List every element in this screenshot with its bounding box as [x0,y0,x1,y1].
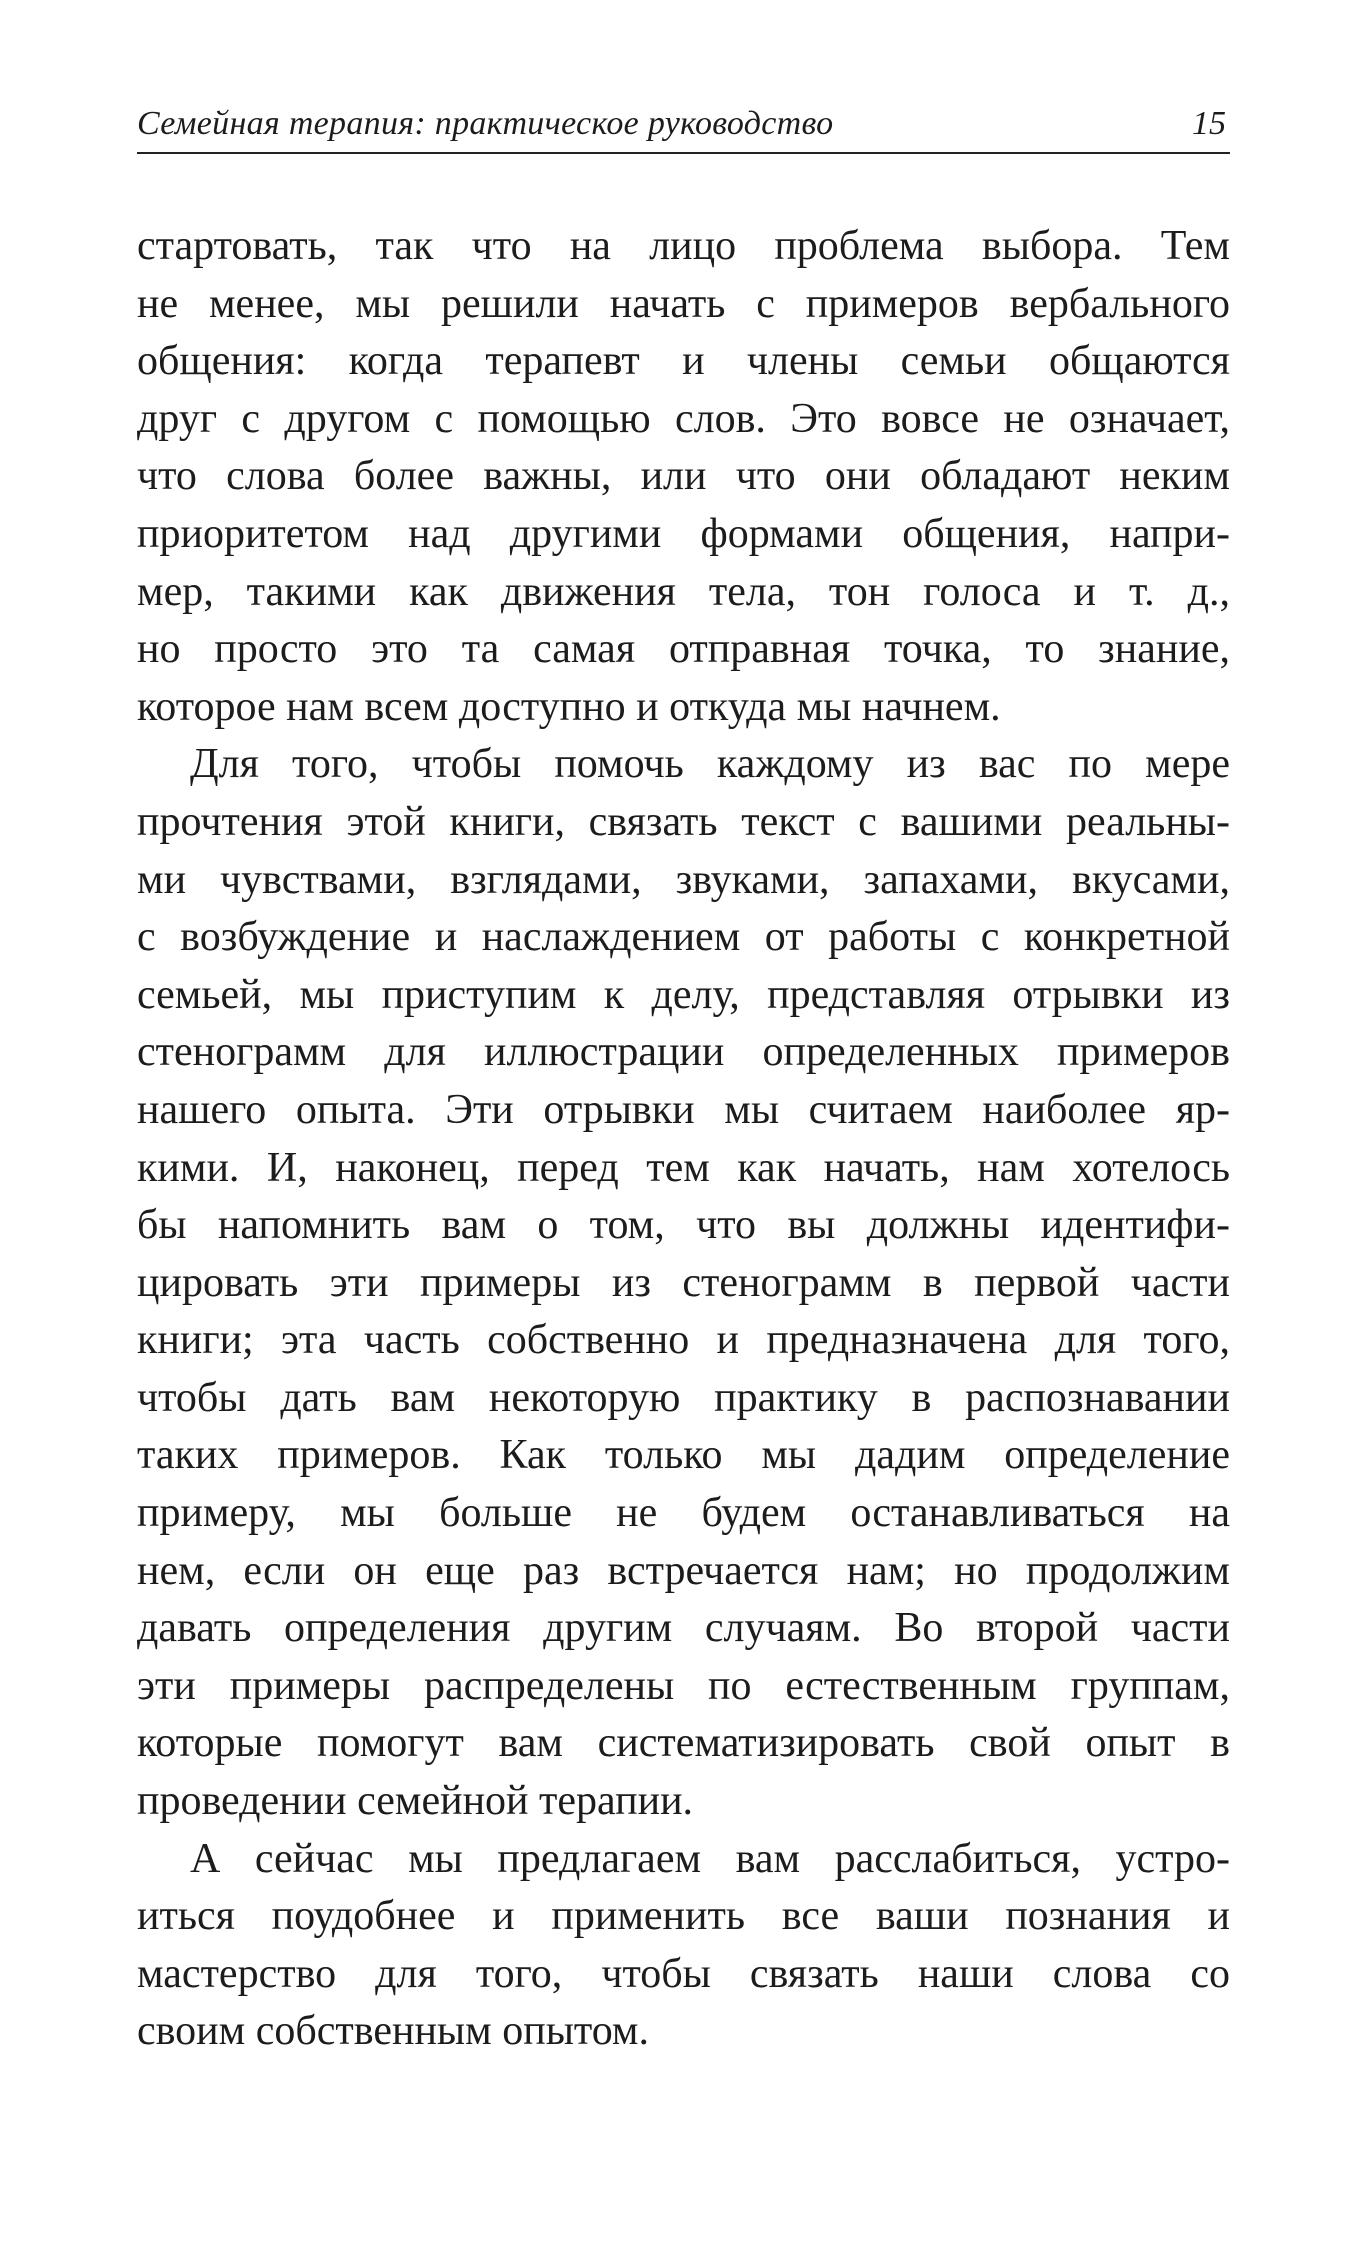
text-line: своим собственным опытом. [137,2008,649,2055]
text-line: друг с другом с помощью слов. Это вовсе не означает, [137,395,1230,442]
running-header [137,100,1230,154]
text-line: что слова более важны, или что они обладают неким [137,453,1230,500]
text-line: ми чувствами, взглядами, звуками, запахами, вкусами, [137,856,1230,903]
text-line: с возбуждение и наслаждением от работы с конкретной [137,914,1230,961]
text-line: которые помогут вам систематизировать свой опыт в [137,1720,1230,1767]
paragraph [137,218,1230,736]
text-line: мер, такими как движения тела, тон голоса и т. д., [137,568,1230,615]
body-text [137,218,1230,2061]
text-line: книги; эта часть собственно и предназначена для того, [137,1317,1230,1364]
text-line: стартовать, так что на лицо проблема выбора. Тем [137,223,1230,269]
text-line: бы напомнить вам о том, что вы должны идентифи- [137,1202,1230,1249]
text-line: нашего опыта. Эти отрывки мы считаем наиболее яр- [137,1086,1230,1133]
text-line: семьей, мы приступим к делу, представляя отрывки из [137,971,1230,1018]
text-line: нем, если он еще раз встречается нам; но продолжим [137,1547,1230,1594]
paragraph [137,1831,1230,2061]
text-line: иться поудобнее и применить все ваши познания и [137,1893,1230,1940]
text-line: Для того, чтобы помочь каждому из вас по мере [190,741,1230,788]
text-line: приоритетом над другими формами общения, напри- [137,510,1230,557]
text-line: давать определения другим случаям. Во второй части [137,1605,1230,1652]
text-line: примеру, мы больше не будем останавливаться на [137,1490,1230,1537]
text-line: стенограмм для иллюстрации определенных примеров [137,1029,1230,1076]
page-number: 15 [1192,105,1226,142]
text-line: чтобы дать вам некоторую практику в распознавании [137,1374,1230,1421]
text-line: А сейчас мы предлагаем вам расслабиться, устро- [190,1835,1230,1882]
text-line: общения: когда терапевт и члены семьи общаются [137,338,1230,385]
text-line: прочтения этой книги, связать текст с вашими реальны- [137,798,1230,845]
running-header-title: Семейная терапия: практическое руководство [137,105,834,142]
paragraph [137,736,1230,1830]
text-line: мастерство для того, чтобы связать наши слова со [137,1950,1230,1997]
text-line: цировать эти примеры из стенограмм в первой части [137,1259,1230,1306]
text-line: которое нам всем доступно и откуда мы начнем. [137,683,1001,730]
text-line: кими. И, наконец, перед тем как начать, нам хотелось [137,1144,1230,1191]
text-line: но просто это та самая отправная точка, то знание, [137,626,1230,673]
text-line: проведении семейной терапии. [137,1778,694,1825]
text-line: эти примеры распределены по естественным группам, [137,1662,1230,1709]
text-line: не менее, мы решили начать с примеров вербального [137,280,1230,327]
text-line: таких примеров. Как только мы дадим определение [137,1432,1230,1479]
